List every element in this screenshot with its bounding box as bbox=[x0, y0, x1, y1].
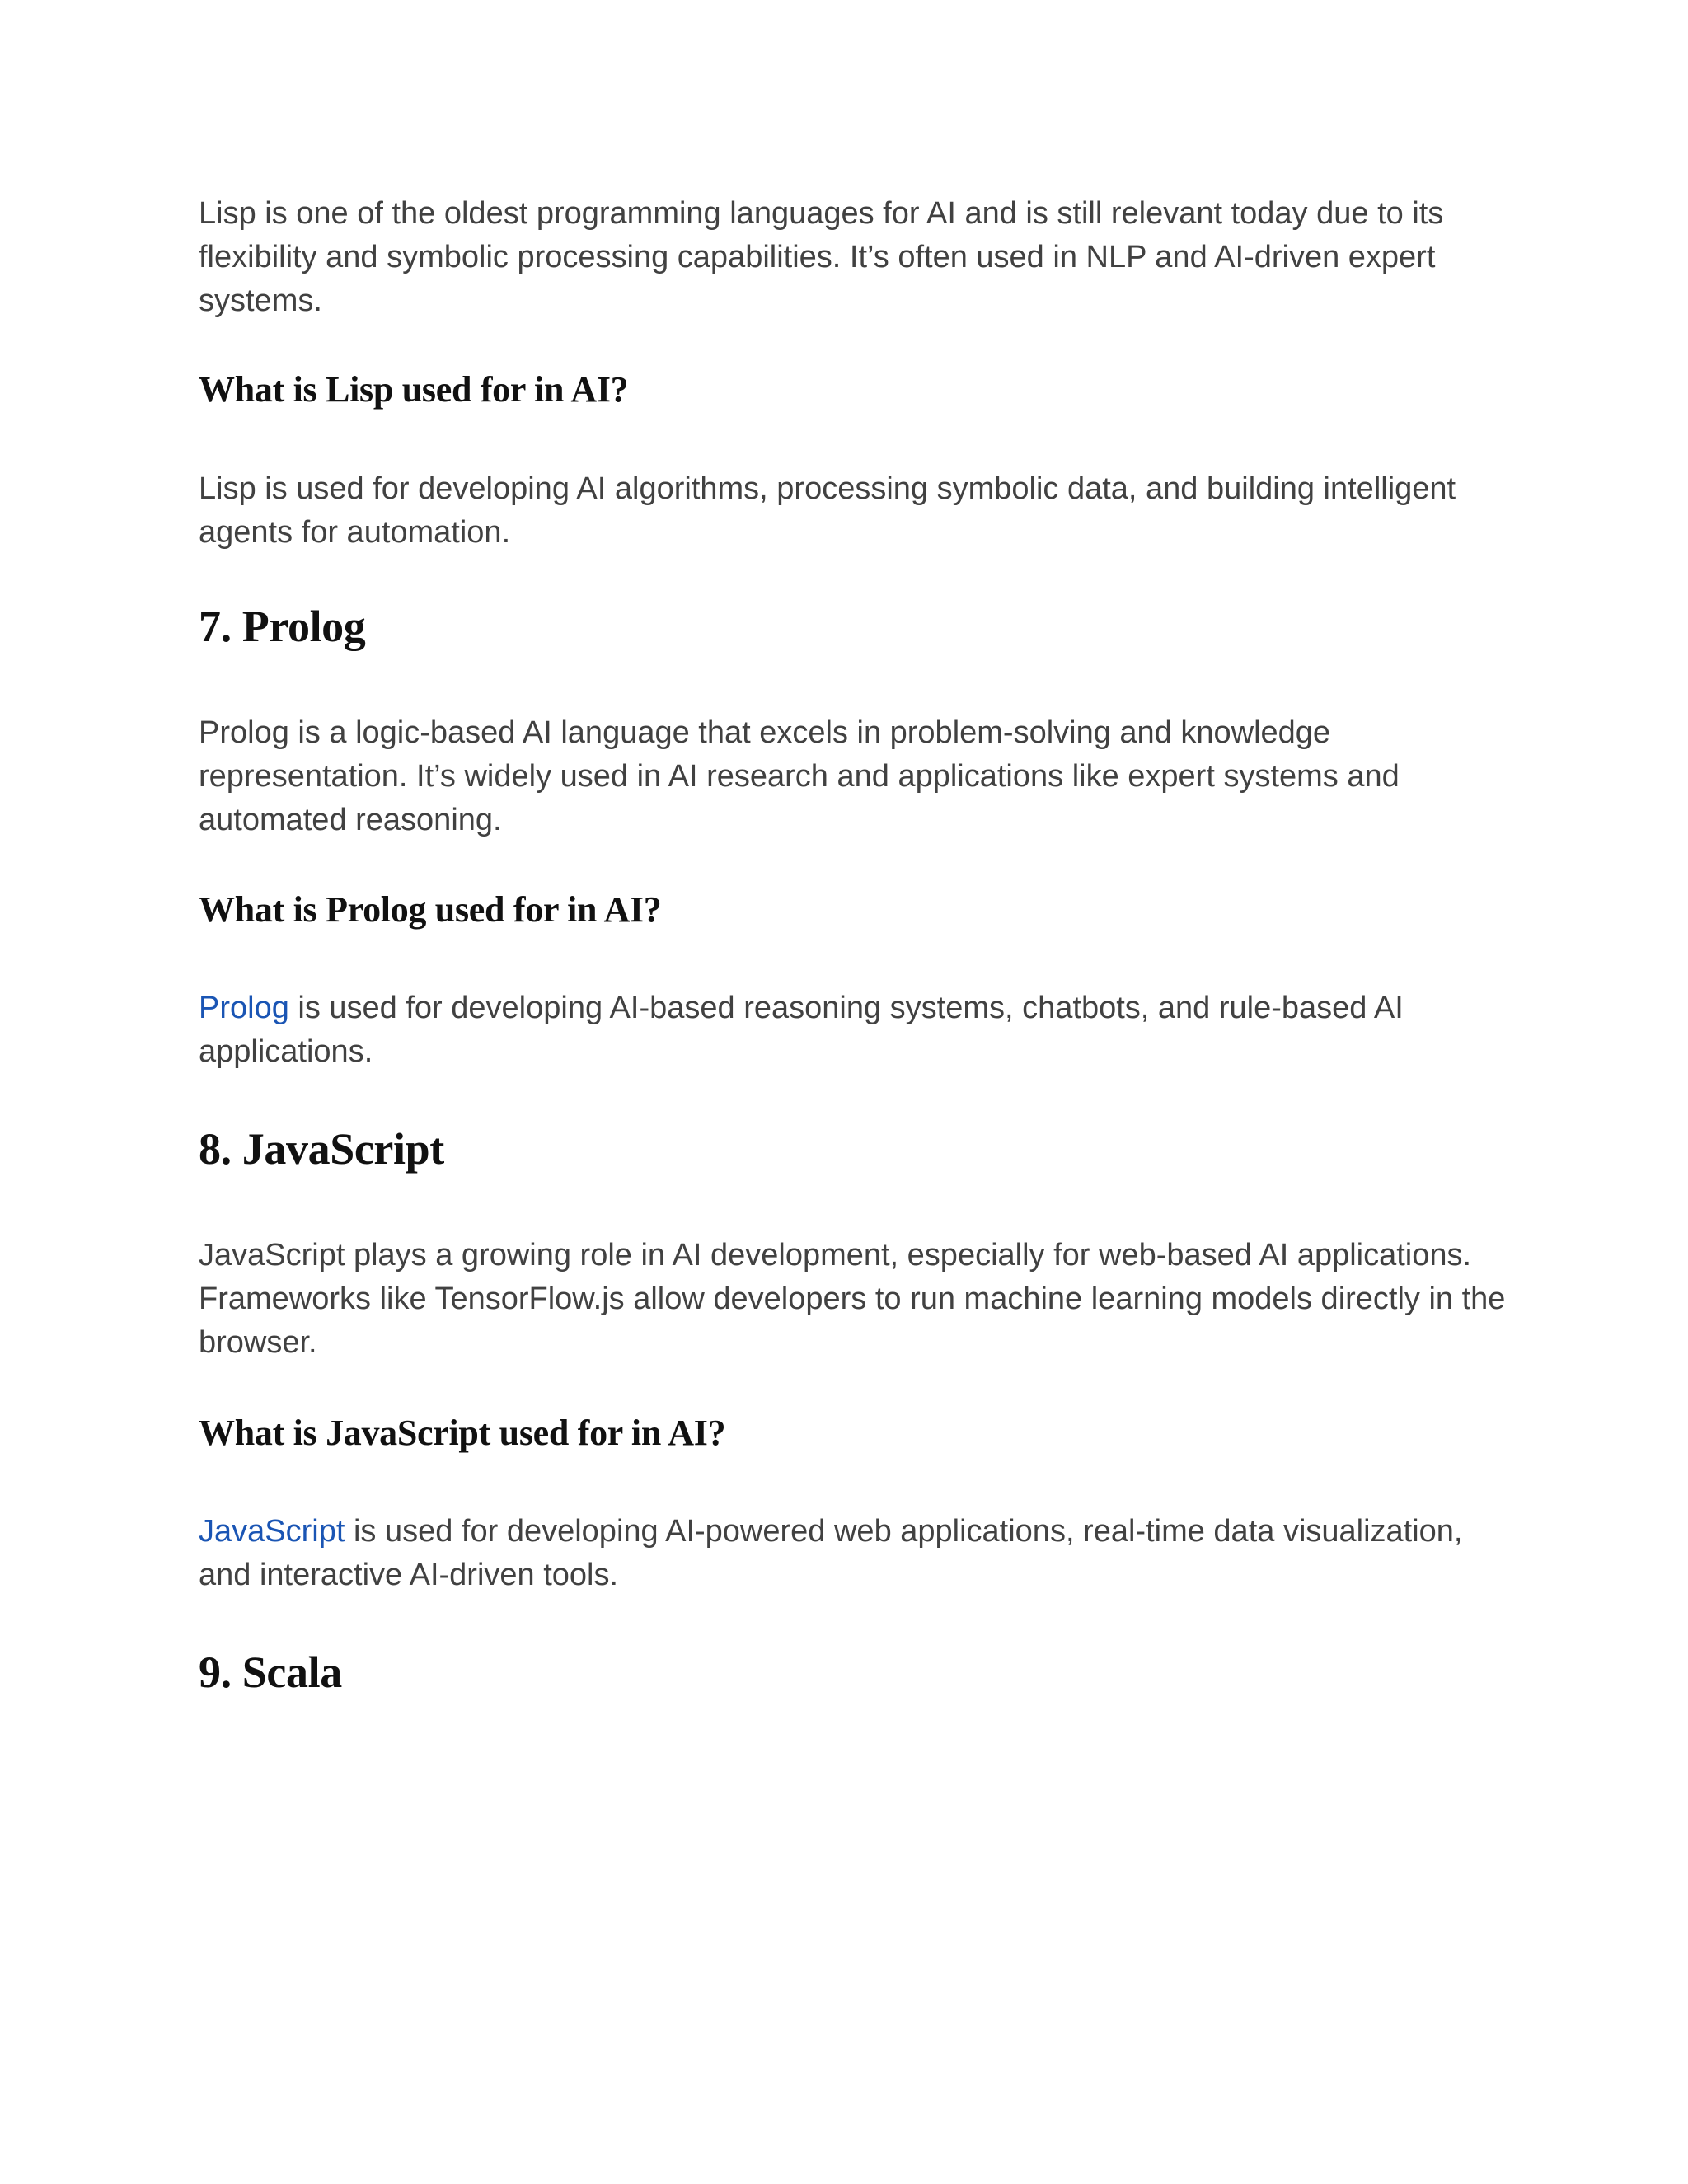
prolog-answer-paragraph bbox=[199, 987, 1517, 1074]
lisp-answer-paragraph: Lisp is used for developing AI algorithms, processing symbolic data, and building intelligent agents for automation. bbox=[199, 471, 1456, 550]
lisp-question-heading: What is Lisp used for in AI? bbox=[199, 369, 629, 410]
prolog-section-heading: 7. Prolog bbox=[199, 602, 366, 651]
javascript-question-heading: What is JavaScript used for in AI? bbox=[199, 1413, 726, 1453]
javascript-answer-text: is used for developing AI-powered web applications, real-time data visualization, and interactive AI-driven tools. bbox=[199, 1514, 1463, 1592]
prolog-answer-text: is used for developing AI-based reasoning systems, chatbots, and rule-based AI applications. bbox=[199, 991, 1404, 1069]
javascript-link[interactable]: JavaScript bbox=[199, 1514, 345, 1549]
javascript-answer-paragraph bbox=[199, 1510, 1517, 1597]
prolog-intro-paragraph: Prolog is a logic-based AI language that excels in problem-solving and knowledge representation. It’s widely used in AI research and applications like expert systems and automated reasoning. bbox=[199, 715, 1400, 837]
prolog-link[interactable]: Prolog bbox=[199, 991, 289, 1025]
scala-section-heading: 9. Scala bbox=[199, 1647, 342, 1697]
javascript-intro-paragraph: JavaScript plays a growing role in AI development, especially for web-based AI applications. Frameworks like TensorFlow.js allow developers to run machine learning models directly in the browser. bbox=[199, 1238, 1506, 1360]
prolog-question-heading: What is Prolog used for in AI? bbox=[199, 889, 662, 930]
javascript-section-heading: 8. JavaScript bbox=[199, 1124, 444, 1174]
lisp-intro-paragraph: Lisp is one of the oldest programming languages for AI and is still relevant today due to its flexibility and symbolic processing capabilities. It’s often used in NLP and AI-driven expert systems. bbox=[199, 196, 1444, 318]
